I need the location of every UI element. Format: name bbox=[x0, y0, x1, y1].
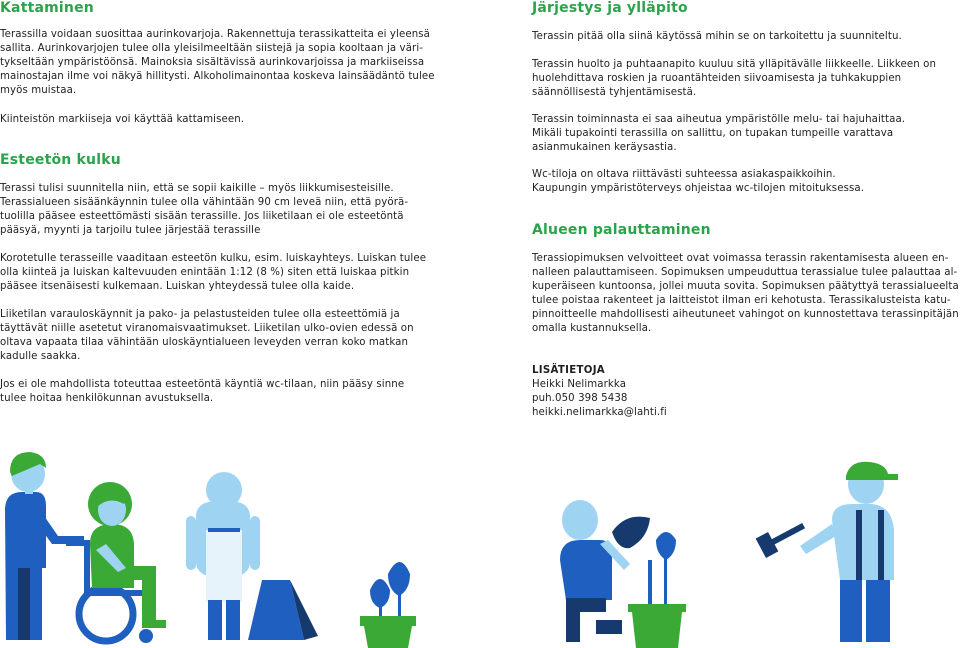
text-line: tulee hoitaa henkilökunnan avustuksella. bbox=[0, 393, 214, 404]
palauttaminen-paragraph-1 bbox=[532, 252, 959, 336]
text-line: Terassin toiminnasta ei saa aiheutua ympäristölle melu- tai hajuhaittaa. bbox=[532, 114, 906, 125]
text-line: olla kiinteä ja luiskan kaltevuuden enintään 1:12 (8 %) siten että luiskaa pitkin bbox=[0, 267, 410, 278]
esteeton-paragraph-4 bbox=[0, 378, 440, 406]
sandwich-sign bbox=[248, 580, 318, 640]
text-line: Terassi tulisi suunnitella niin, että se sopii kaikille – myös liikkumisesteisille. bbox=[0, 183, 394, 194]
contact-block bbox=[532, 364, 952, 420]
contact-email: heikki.nelimarkka@lahti.fi bbox=[532, 407, 667, 418]
contact-title: LISÄTIETOJA bbox=[532, 365, 605, 376]
text-line: myös muistaa. bbox=[0, 85, 77, 96]
heading-esteeton-kulku: Esteetön kulku bbox=[0, 152, 121, 168]
jarjestys-paragraph-1: Terassin pitää olla siinä käytössä mihin se on tarkoitettu ja suunniteltu. bbox=[532, 31, 902, 42]
planter-left bbox=[360, 562, 416, 648]
text-line: Kaupungin ympäristöterveys ohjeistaa wc-tilojen mitoituksessa. bbox=[532, 183, 865, 194]
kattaminen-paragraph-1 bbox=[0, 28, 440, 98]
text-line: pinnoitteelle mahdollisesti aiheutuneet vahingot on kunnostettava terassinpitäjän bbox=[532, 309, 959, 320]
esteeton-paragraph-2 bbox=[0, 252, 440, 294]
illustration-people bbox=[0, 440, 960, 648]
text-line: Mikäli tupakointi terassilla on sallittu, on tupakan tumpeille varattava bbox=[532, 128, 894, 139]
text-line: kuperäiseen kuntoonsa, jollei muuta sovita. Sopimuksen päätyttyä terassialueelta bbox=[532, 281, 959, 292]
text-line: omalla kustannuksella. bbox=[532, 323, 652, 334]
contact-phone: puh.050 398 5438 bbox=[532, 393, 628, 404]
jarjestys-paragraph-4 bbox=[532, 168, 952, 196]
text-line: nalleen palauttamiseen. Sopimuksen umpeuduttua terassialue tulee palauttaa al- bbox=[532, 267, 958, 278]
esteeton-paragraph-3 bbox=[0, 308, 440, 364]
text-line: tykseltään ympäristöönsä. Mainoksia sisältävissä aurinkovarjoissa ja markiiseissa bbox=[0, 57, 425, 68]
text-line: pääsyä, myynti ja tarjoilu tulee järjestää terassille bbox=[0, 225, 261, 236]
person-worker bbox=[756, 462, 898, 642]
text-line: Terassilla voidaan suosittaa aurinkovarjoja. Rakennettuja terassikatteita ei yleensä bbox=[0, 29, 431, 40]
text-line: mainostajan ilme voi näkyä hillitysti. Alkoholimainontaa koskeva lainsäädäntö tulee bbox=[0, 71, 435, 82]
section-palauttaminen bbox=[532, 222, 952, 238]
section-jarjestys bbox=[532, 0, 952, 16]
jarjestys-paragraph-2 bbox=[532, 58, 952, 100]
heading-jarjestys-yllapito: Järjestys ja ylläpito bbox=[532, 0, 688, 16]
text-line: asianmukainen keräysastia. bbox=[532, 142, 677, 153]
text-line: huolehdittava roskien ja ruoantähteiden siivoamisesta ja tuhkakuppien bbox=[532, 73, 902, 84]
text-line: Korotetulle terasseille vaaditaan esteetön kulku, esim. luiskayhteys. Luiskan tulee bbox=[0, 253, 427, 264]
text-line: oltava vapaata tilaa vähintään uloskäyntialueen leveyden verran koko matkan bbox=[0, 337, 409, 348]
text-line: kadulle saakka. bbox=[0, 351, 81, 362]
text-line: Terassin huolto ja puhtaanapito kuuluu sitä ylläpitävälle liikkeelle. Liikkeen on bbox=[532, 59, 937, 70]
text-line: Liiketilan varauloskäynnit ja pako- ja pelastusteiden tulee olla esteettömiä ja bbox=[0, 309, 400, 320]
heading-alueen-palauttaminen: Alueen palauttaminen bbox=[532, 222, 711, 238]
text-line: Wc-tiloja on oltava riittävästi suhteessa asiakaspaikkoihin. bbox=[532, 169, 836, 180]
text-line: Terassialueen sisäänkäynnin tulee olla vähintään 90 cm leveä niin, että pyörä- bbox=[0, 197, 409, 208]
section-esteeton bbox=[0, 152, 440, 168]
section-kattaminen bbox=[0, 0, 440, 16]
text-line: sallita. Aurinkovarjojen tulee olla yleisilmeeltään siistejä ja sopia kooltaan ja väri- bbox=[0, 43, 424, 54]
text-line: täyttävät niille asetetut viranomaisvaatimukset. Liiketilan ulko-ovien edessä on bbox=[0, 323, 414, 334]
person-waiter bbox=[186, 472, 260, 640]
text-line: tuolilla pääsee esteettömästi sisään terassille. Jos liiketilaan ei ole esteetöntä bbox=[0, 211, 404, 222]
contact-name: Heikki Nelimarkka bbox=[532, 379, 627, 390]
heading-kattaminen: Kattaminen bbox=[0, 0, 94, 16]
text-line: Jos ei ole mahdollista toteuttaa esteetöntä käyntiä wc-tilaan, niin pääsy sinne bbox=[0, 379, 405, 390]
jarjestys-paragraph-3 bbox=[532, 113, 952, 155]
esteeton-paragraph-1 bbox=[0, 182, 440, 238]
kattaminen-paragraph-2: Kiinteistön markiiseja voi käyttää kattamiseen. bbox=[0, 114, 245, 125]
text-line: Terassiopimuksen velvoitteet ovat voimassa terassin rakentamisesta alueen en- bbox=[532, 253, 949, 264]
text-line: pääsee itsenäisesti kulkemaan. Luiskan yhteydessä tulee olla kaide. bbox=[0, 281, 355, 292]
person-wheelchair-woman bbox=[66, 482, 166, 643]
text-line: tulee poistaa rakenteet ja laitteistot ilman eri kehotusta. Terassikalusteista katu- bbox=[532, 295, 951, 306]
text-line: säännöllisestä tyhjentämisestä. bbox=[532, 87, 697, 98]
person-gardener bbox=[560, 500, 686, 648]
